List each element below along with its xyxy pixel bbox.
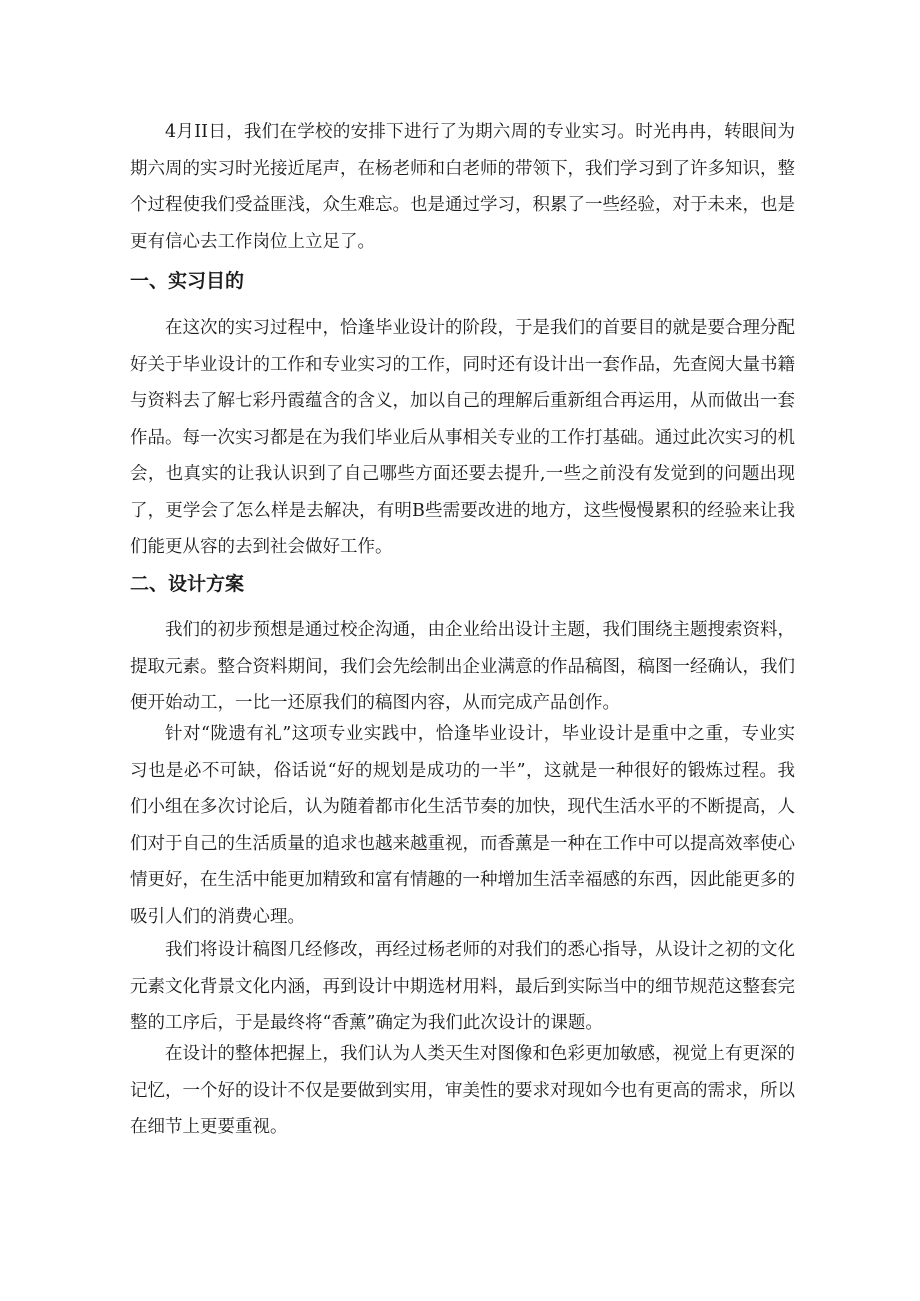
purpose-paragraph: 在这次的实习过程中，恰逢毕业设计的阶段，于是我们的首要目的就是要合理分配好关于毕业设计的工作和专业实习的工作，同时还有设计出一套作品，先查阅大量书籍与资料去了解七彩丹霞蕴含的含义，加以自己的理解后重新组合再运用，从而做出一套作品。每一次实习都是在为我们毕业后从事相关专业的工作打基础。通过此次实习的机会，也真实的让我认识到了自己哪些方面还要去提升,一些之前没有发觉到的问题出现了，更学会了怎么样是去解决，有明B些需要改进的地方，这些慢慢累积的经验来让我们能更从容的去到社会做好工作。 [130, 318, 795, 557]
plan-paragraph-1: 我们的初步预想是通过校企沟通，由企业给出设计主题，我们围绕主题搜索资料，提取元素。整合资料期间，我们会先绘制出企业满意的作品稿图，稿图一经确认，我们便开始动工，一比一还原我们的稿图内容，从而完成产品创作。 [130, 620, 795, 713]
plan-paragraph-4: 在设计的整体把握上，我们认为人类天生对图像和色彩更加敏感，视觉上有更深的记忆，一个好的设计不仅是要做到实用，审美性的要求对现如今也有更高的需求，所以在细节上更要重视。 [130, 1044, 795, 1137]
section-heading-internship-purpose: 一、实习目的 [130, 270, 245, 292]
intro-paragraph: 4月II日，我们在学校的安排下进行了为期六周的专业实习。时光冉冉，转眼间为期六周的实习时光接近尾声，在杨老师和白老师的带领下，我们学习到了许多知识，整个过程使我们受益匪浅，众生难忘。也是通过学习，积累了一些经验，对于未来，也是更有信心去工作岗位上立足了。 [130, 122, 795, 252]
plan-paragraph-2: 针对“陇遗有礼”这项专业实践中，恰逢毕业设计，毕业设计是重中之重，专业实习也是必不可缺，俗话说“好的规划是成功的一半”，这就是一种很好的锻炼过程。我们小组在多次讨论后，认为随着都市化生活节奏的加快，现代生活水平的不断提高，人们对于自己的生活质量的追求也越来越重视，而香薰是一种在工作中可以提高效率使心情更好，在生活中能更加精致和富有情趣的一种增加生活幸福感的东西，因此能更多的吸引人们的消费心理。 [130, 724, 795, 927]
section-heading-design-plan: 二、设计方案 [130, 573, 245, 595]
plan-paragraph-3: 我们将设计稿图几经修改，再经过杨老师的对我们的悉心指导，从设计之初的文化元素文化背景文化内涵，再到设计中期选材用料，最后到实际当中的细节规范这整套完整的工序后，于是最终将“香薰”确定为我们此次设计的课题。 [130, 940, 795, 1033]
